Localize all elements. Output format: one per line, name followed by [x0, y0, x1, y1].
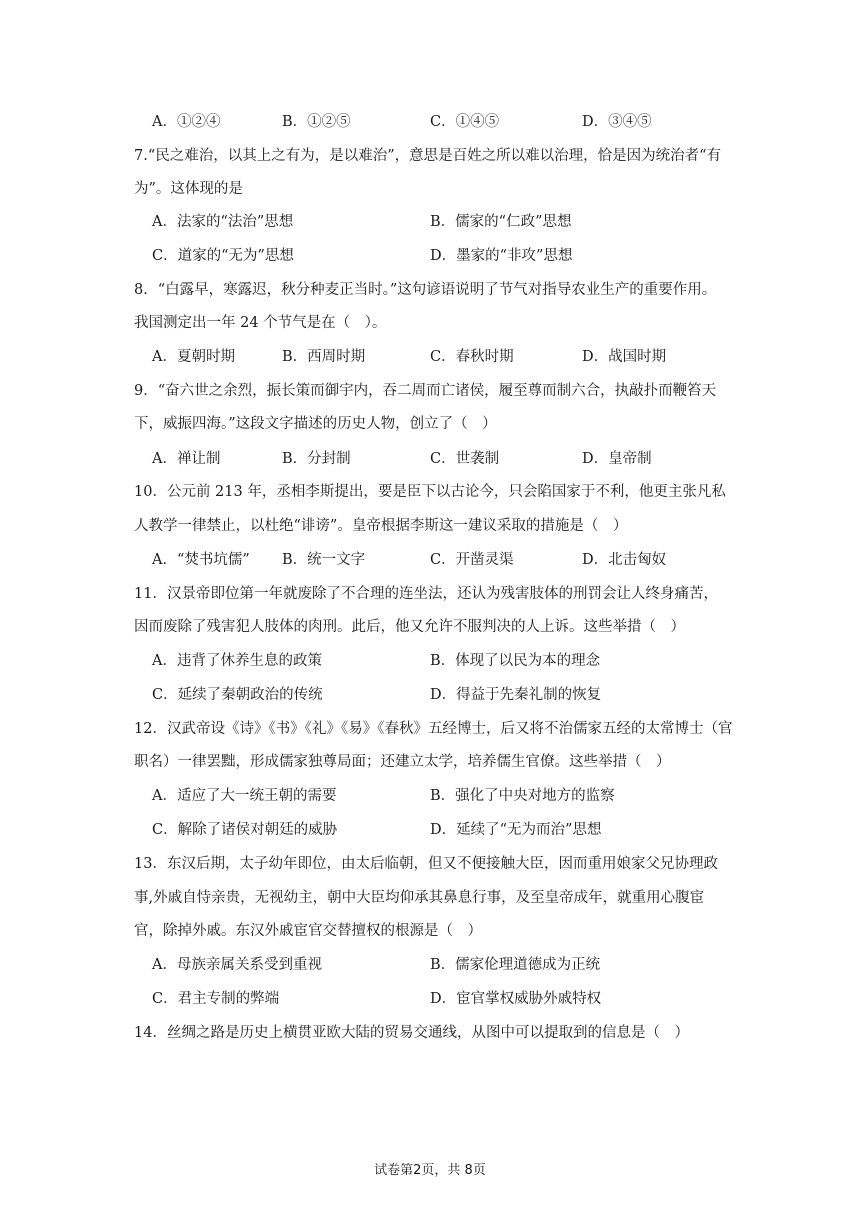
q10-option-a[interactable]: A．“焚书坑儒”: [152, 552, 250, 568]
q9-option-c[interactable]: C．世袭制: [430, 451, 500, 467]
q12-stem-line-1: 12．汉武帝设《诗》《书》《礼》《易》《春秋》五经博士，后又将不治儒家五经的太常博士（官: [134, 721, 733, 737]
q12-stem-line-2: 职名）一律罢黜，形成儒家独尊局面；还建立太学，培养儒生官僚。这些举措（ ）: [134, 754, 671, 770]
q8-option-b[interactable]: B．西周时期: [282, 349, 366, 365]
q11-stem-line-1: 11．汉景帝即位第一年就废除了不合理的连坐法，还认为残害肢体的刑罚会让人终身痛苦，: [134, 586, 718, 602]
q9-stem-line-1: 9．“奋六世之余烈，振长策而御宇内，吞二周而亡诸侯，履至尊而制六合，执敲扑而鞭笞天: [134, 383, 717, 399]
q13-stem-line-3: 官，除掉外戚。东汉外戚宦官交替擅权的根源是（ ）: [134, 923, 482, 939]
q9-option-d[interactable]: D．皇帝制: [582, 451, 652, 467]
q11-option-b[interactable]: B．体现了以民为本的理念: [430, 653, 601, 669]
q9-stem-line-2: 下，威振四海。”这段文字描述的历史人物，创立了（ ）: [134, 416, 497, 432]
q10-stem-line-2: 人教学一律禁止，以杜绝“诽谤”。皇帝根据李斯这一建议采取的措施是（ ）: [134, 518, 628, 534]
q13-option-c[interactable]: C．君主专制的弊端: [152, 991, 280, 1007]
q10-stem-line-1: 10．公元前 213 年，丞相李斯提出，要是臣下以古论今，只会陷国家于不利，他更主张凡私: [134, 484, 726, 500]
q6-option-b[interactable]: B．①②⑤: [282, 114, 351, 130]
q11-stem-line-2: 因而废除了残害犯人肢体的肉刑。此后，他又允许不服判决的人上诉。这些举措（ ）: [134, 619, 685, 635]
q9-option-b[interactable]: B．分封制: [282, 451, 351, 467]
q13-stem-line-1: 13．东汉后期，太子幼年即位，由太后临朝，但又不便接触大臣，因而重用娘家父兄协理政: [134, 856, 718, 872]
q7-stem-line-1: 7.“民之难治，以其上之有为，是以难治”，意思是百姓之所以难以治理，恰是因为统治者“有: [134, 148, 722, 164]
q14-stem-line-1: 14．丝绸之路是历史上横贯亚欧大陆的贸易交通线，从图中可以提取到的信息是（ ）: [134, 1025, 689, 1041]
q13-stem-line-2: 事,外戚自恃亲贵，无视幼主，朝中大臣均仰承其鼻息行事，及至皇帝成年，就重用心腹宦: [134, 890, 705, 906]
q8-option-a[interactable]: A．夏朝时期: [152, 349, 235, 365]
q8-stem-line-1: 8．“白露早，寒露迟，秋分种麦正当时。”这句谚语说明了节气对指导农业生产的重要作用。: [134, 282, 717, 298]
q6-option-c[interactable]: C．①④⑤: [430, 114, 500, 130]
q10-option-b[interactable]: B．统一文字: [282, 552, 366, 568]
q6-option-d[interactable]: D．③④⑤: [582, 114, 652, 130]
q10-option-c[interactable]: C．开凿灵渠: [430, 552, 514, 568]
q11-option-c[interactable]: C．延续了秦朝政治的传统: [152, 687, 323, 703]
q13-option-b[interactable]: B．儒家伦理道德成为正统: [430, 957, 601, 973]
q12-option-a[interactable]: A．适应了大一统王朝的需要: [152, 788, 337, 804]
q10-option-d[interactable]: D．北击匈奴: [582, 552, 667, 568]
q7-option-b[interactable]: B．儒家的“仁政”思想: [430, 214, 572, 230]
q8-option-d[interactable]: D．战国时期: [582, 349, 667, 365]
page-footer: 试卷第2页，共 8页: [374, 1163, 486, 1178]
q6-option-a[interactable]: A．①②④: [152, 114, 221, 130]
q12-option-d[interactable]: D．延续了“无为而治”思想: [430, 822, 602, 838]
q8-option-c[interactable]: C．春秋时期: [430, 349, 514, 365]
q13-option-d[interactable]: D．宦官掌权威胁外戚特权: [430, 991, 602, 1007]
q11-option-a[interactable]: A．违背了休养生息的政策: [152, 653, 322, 669]
q12-option-c[interactable]: C．解除了诸侯对朝廷的威胁: [152, 822, 338, 838]
q7-option-a[interactable]: A．法家的“法治”思想: [152, 214, 294, 230]
q9-option-a[interactable]: A．禅让制: [152, 451, 221, 467]
q7-option-c[interactable]: C．道家的“无为”思想: [152, 248, 294, 264]
q7-stem-line-2: 为”。这体现的是: [134, 181, 243, 197]
q11-option-d[interactable]: D．得益于先秦礼制的恢复: [430, 687, 602, 703]
q7-option-d[interactable]: D．墨家的“非攻”思想: [430, 248, 573, 264]
q8-stem-line-2: 我国测定出一年 24 个节气是在（ ）。: [134, 315, 387, 331]
q13-option-a[interactable]: A．母族亲属关系受到重视: [152, 957, 322, 973]
q12-option-b[interactable]: B．强化了中央对地方的监察: [430, 788, 615, 804]
